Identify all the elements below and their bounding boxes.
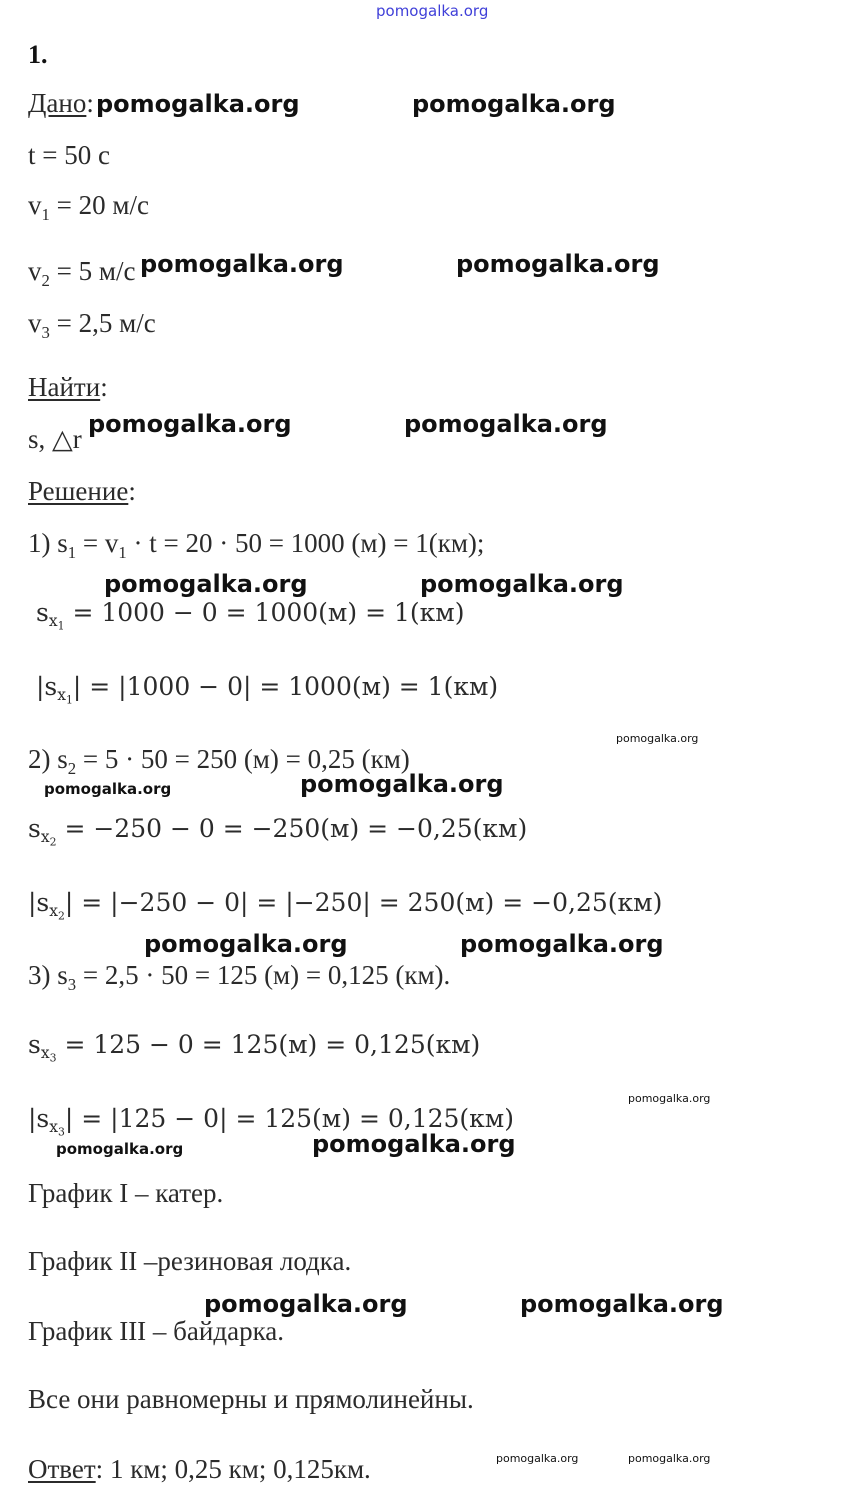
watermark: pomogalka.org	[412, 90, 616, 118]
step3-line: 3) $s_3 = 2,5 \cdot 50 = 125$ (м) = 0,125 (км).	[28, 960, 451, 994]
answer-label: Ответ	[28, 1454, 96, 1484]
find-label-line: Найти:	[28, 372, 108, 402]
watermark: pomogalka.org	[456, 250, 660, 278]
watermark: pomogalka.org	[496, 1452, 579, 1465]
watermark: pomogalka.org	[104, 570, 308, 598]
sx3-abs-equation: $|s_{x_3}| = |125 - 0| = 125(м) = 0,125(км)$	[28, 1104, 514, 1139]
sx2-abs-equation: $|s_{x_2}| = |-250 - 0| = |-250| = 250(м) = -0,25(км)$	[28, 888, 663, 923]
given-t: t = 50 с	[28, 140, 110, 170]
watermark: pomogalka.org	[628, 1452, 711, 1465]
sx2-equation: $s_{x_2} = -250 - 0 = -250(м) = -0,25(км)$	[28, 814, 528, 849]
sx3-equation: $s_{x_3} = 125 - 0 = 125(м) = 0,125(км)$	[28, 1030, 481, 1065]
watermark: pomogalka.org	[140, 250, 344, 278]
watermark: pomogalka.org	[312, 1130, 516, 1158]
graph2-line: График II –резиновая лодка.	[28, 1246, 352, 1276]
given-v3: $v_3 = 2,5$ м/с	[28, 308, 156, 342]
graph1-line: График I – катер.	[28, 1178, 224, 1208]
watermark: pomogalka.org	[300, 770, 504, 798]
watermark: pomogalka.org	[520, 1290, 724, 1318]
watermark: pomogalka.org	[204, 1290, 408, 1318]
answer-line: Ответ: 1 км; 0,25 км; 0,125км.	[28, 1454, 371, 1484]
task-number: 1.	[28, 40, 48, 69]
top-watermark: pomogalka.org	[376, 2, 489, 20]
watermark: pomogalka.org	[88, 410, 292, 438]
watermark: pomogalka.org	[404, 410, 608, 438]
step2-line: 2) $s_2 = 5 \cdot 50 = 250$ (м) = 0,25 (км)	[28, 744, 410, 778]
given-v1: $v_1 = 20$ м/с	[28, 190, 149, 224]
watermark: pomogalka.org	[628, 1092, 711, 1105]
sx1-equation: $s_{x_1} = 1000 - 0 = 1000(м) = 1(км)$	[36, 598, 465, 633]
find-label: Найти	[28, 372, 101, 402]
given-label-line: Дано:	[28, 88, 94, 118]
watermark: pomogalka.org	[44, 780, 172, 798]
watermark: pomogalka.org	[616, 732, 699, 745]
graph3-line: График III – байдарка.	[28, 1316, 285, 1346]
sx1-abs-equation: $|s_{x_1}| = |1000 - 0| = 1000(м) = 1(км)$	[36, 672, 499, 707]
step1-line: 1) $s_1 = v_1 \cdot t = 20 \cdot 50 = 1000$ (м) = 1(км);	[28, 528, 485, 562]
solution-label-line: Решение:	[28, 476, 136, 506]
answer-value: 1 км; 0,25 км; 0,125км.	[109, 1454, 371, 1484]
find-values: s, △r	[28, 424, 82, 454]
solution-label: Решение	[28, 476, 129, 506]
watermark: pomogalka.org	[460, 930, 664, 958]
watermark: pomogalka.org	[144, 930, 348, 958]
given-label: Дано	[28, 88, 87, 118]
conclusion-line: Все они равномерны и прямолинейны.	[28, 1384, 474, 1414]
watermark: pomogalka.org	[56, 1140, 184, 1158]
given-v2: $v_2 = 5$ м/с	[28, 256, 136, 290]
watermark: pomogalka.org	[420, 570, 624, 598]
watermark: pomogalka.org	[96, 90, 300, 118]
